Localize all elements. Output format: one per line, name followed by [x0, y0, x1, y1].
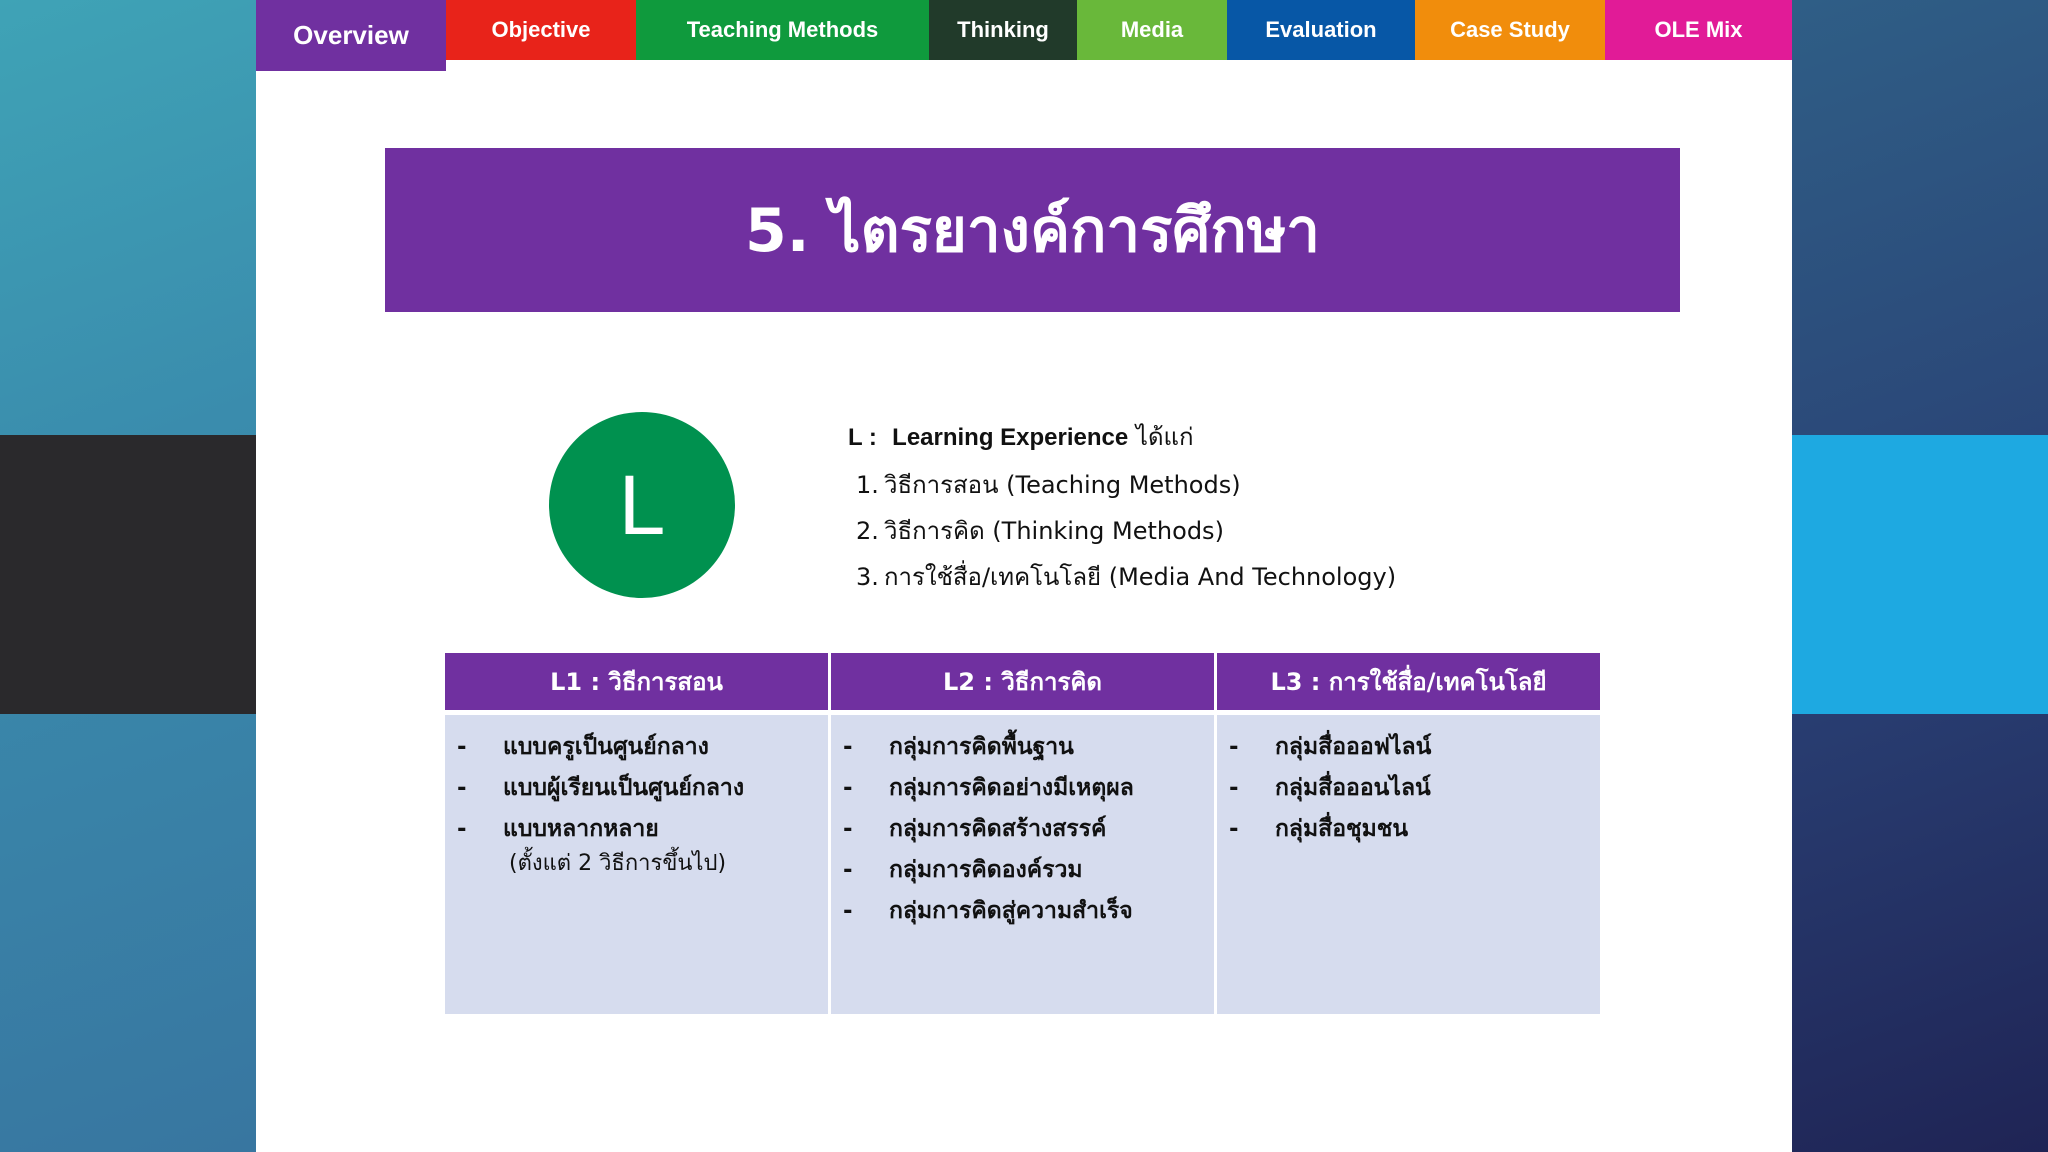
bullet-dash: -: [843, 898, 853, 924]
tab-media[interactable]: Media: [1077, 0, 1227, 60]
l-categories-table: [445, 653, 1600, 1014]
bullet-dash: -: [843, 857, 853, 883]
page-title: 5. ไตรยางค์การศึกษา: [745, 195, 1320, 266]
bullet-dash: -: [457, 734, 467, 760]
item-note: (ตั้งแต่ 2 วิธีการขึ้นไป): [509, 851, 727, 876]
list-item: [843, 850, 1214, 891]
title-banner: [385, 148, 1680, 312]
list-item-text: วิธีการคิด (Thinking Methods): [884, 517, 1224, 545]
list-item-text: กลุ่มการคิดอย่างมีเหตุผล: [889, 775, 1134, 801]
list-item-text: การใช้สื่อ/เทคโนโลยี (Media And Technology): [884, 563, 1397, 591]
list-item: [856, 508, 1568, 554]
bullet-dash: -: [1229, 816, 1239, 842]
column-body: [831, 715, 1214, 1014]
list-item: [843, 768, 1214, 809]
list-item-text: กลุ่มสื่อชุมชน: [1275, 816, 1409, 842]
tab-thinking[interactable]: Thinking: [929, 0, 1077, 60]
tab-objective[interactable]: Objective: [446, 0, 636, 60]
column-header: L2 : วิธีการคิด: [831, 653, 1214, 710]
list-item-text: แบบครูเป็นศูนย์กลาง: [503, 734, 709, 760]
tab-ole-mix[interactable]: OLE Mix: [1605, 0, 1792, 60]
list-item-text: กลุ่มการคิดสู่ความสำเร็จ: [889, 898, 1133, 924]
decorative-band-left: [0, 435, 256, 714]
list-item: [856, 554, 1568, 600]
info-heading: [848, 416, 1568, 458]
list-item-text: กลุ่มการคิดพื้นฐาน: [889, 734, 1074, 760]
list-item: [457, 809, 828, 850]
slide: [256, 0, 1792, 1152]
list-item: [843, 727, 1214, 768]
list-item-text: แบบหลากหลาย: [503, 816, 659, 842]
tab-case-study[interactable]: Case Study: [1415, 0, 1605, 60]
list-item: [1229, 809, 1600, 850]
list-item-text: กลุ่มสื่อออฟไลน์: [1275, 734, 1432, 760]
circle-letter: L: [618, 458, 666, 552]
list-item: [843, 891, 1214, 932]
list-item-number: 2.: [856, 517, 879, 545]
bullet-dash: -: [843, 734, 853, 760]
tab-teaching-methods[interactable]: Teaching Methods: [636, 0, 929, 60]
list-item-text: วิธีการสอน (Teaching Methods): [884, 471, 1241, 499]
info-bold-term: Learning Experience: [892, 424, 1129, 451]
column-l1: [445, 653, 828, 1014]
list-item-text: กลุ่มสื่อออนไลน์: [1275, 775, 1431, 801]
list-item-number: 3.: [856, 563, 879, 591]
l-circle-badge: [549, 412, 735, 598]
list-item-text: แบบผู้เรียนเป็นศูนย์กลาง: [503, 775, 745, 801]
bullet-dash: -: [457, 816, 467, 842]
column-l2: [831, 653, 1214, 1014]
bullet-dash: -: [843, 775, 853, 801]
bullet-dash: -: [843, 816, 853, 842]
list-item-number: 1.: [856, 471, 879, 499]
bullet-dash: -: [1229, 734, 1239, 760]
list-item-text: กลุ่มการคิดสร้างสรรค์: [889, 816, 1107, 842]
column-body: [445, 715, 828, 1014]
list-item: [856, 462, 1568, 508]
tab-evaluation[interactable]: Evaluation: [1227, 0, 1415, 60]
info-prefix: L :: [848, 424, 877, 451]
list-item: [1229, 768, 1600, 809]
list-item: [457, 768, 828, 809]
info-suffix: ได้แก่: [1135, 423, 1194, 451]
list-item: [843, 809, 1214, 850]
nav-bar: [256, 0, 1792, 60]
decorative-band-right: [1792, 435, 2048, 714]
tab-overview[interactable]: Overview: [256, 0, 446, 71]
list-item-text: กลุ่มการคิดองค์รวม: [889, 857, 1083, 883]
list-item: [457, 727, 828, 768]
learning-experience-info: [848, 416, 1568, 600]
column-header: L1 : วิธีการสอน: [445, 653, 828, 710]
info-list: [848, 462, 1568, 600]
column-body: [1217, 715, 1600, 1014]
bullet-dash: -: [1229, 775, 1239, 801]
bullet-dash: -: [457, 775, 467, 801]
column-l3: [1217, 653, 1600, 1014]
column-header: L3 : การใช้สื่อ/เทคโนโลยี: [1217, 653, 1600, 710]
list-item: [1229, 727, 1600, 768]
